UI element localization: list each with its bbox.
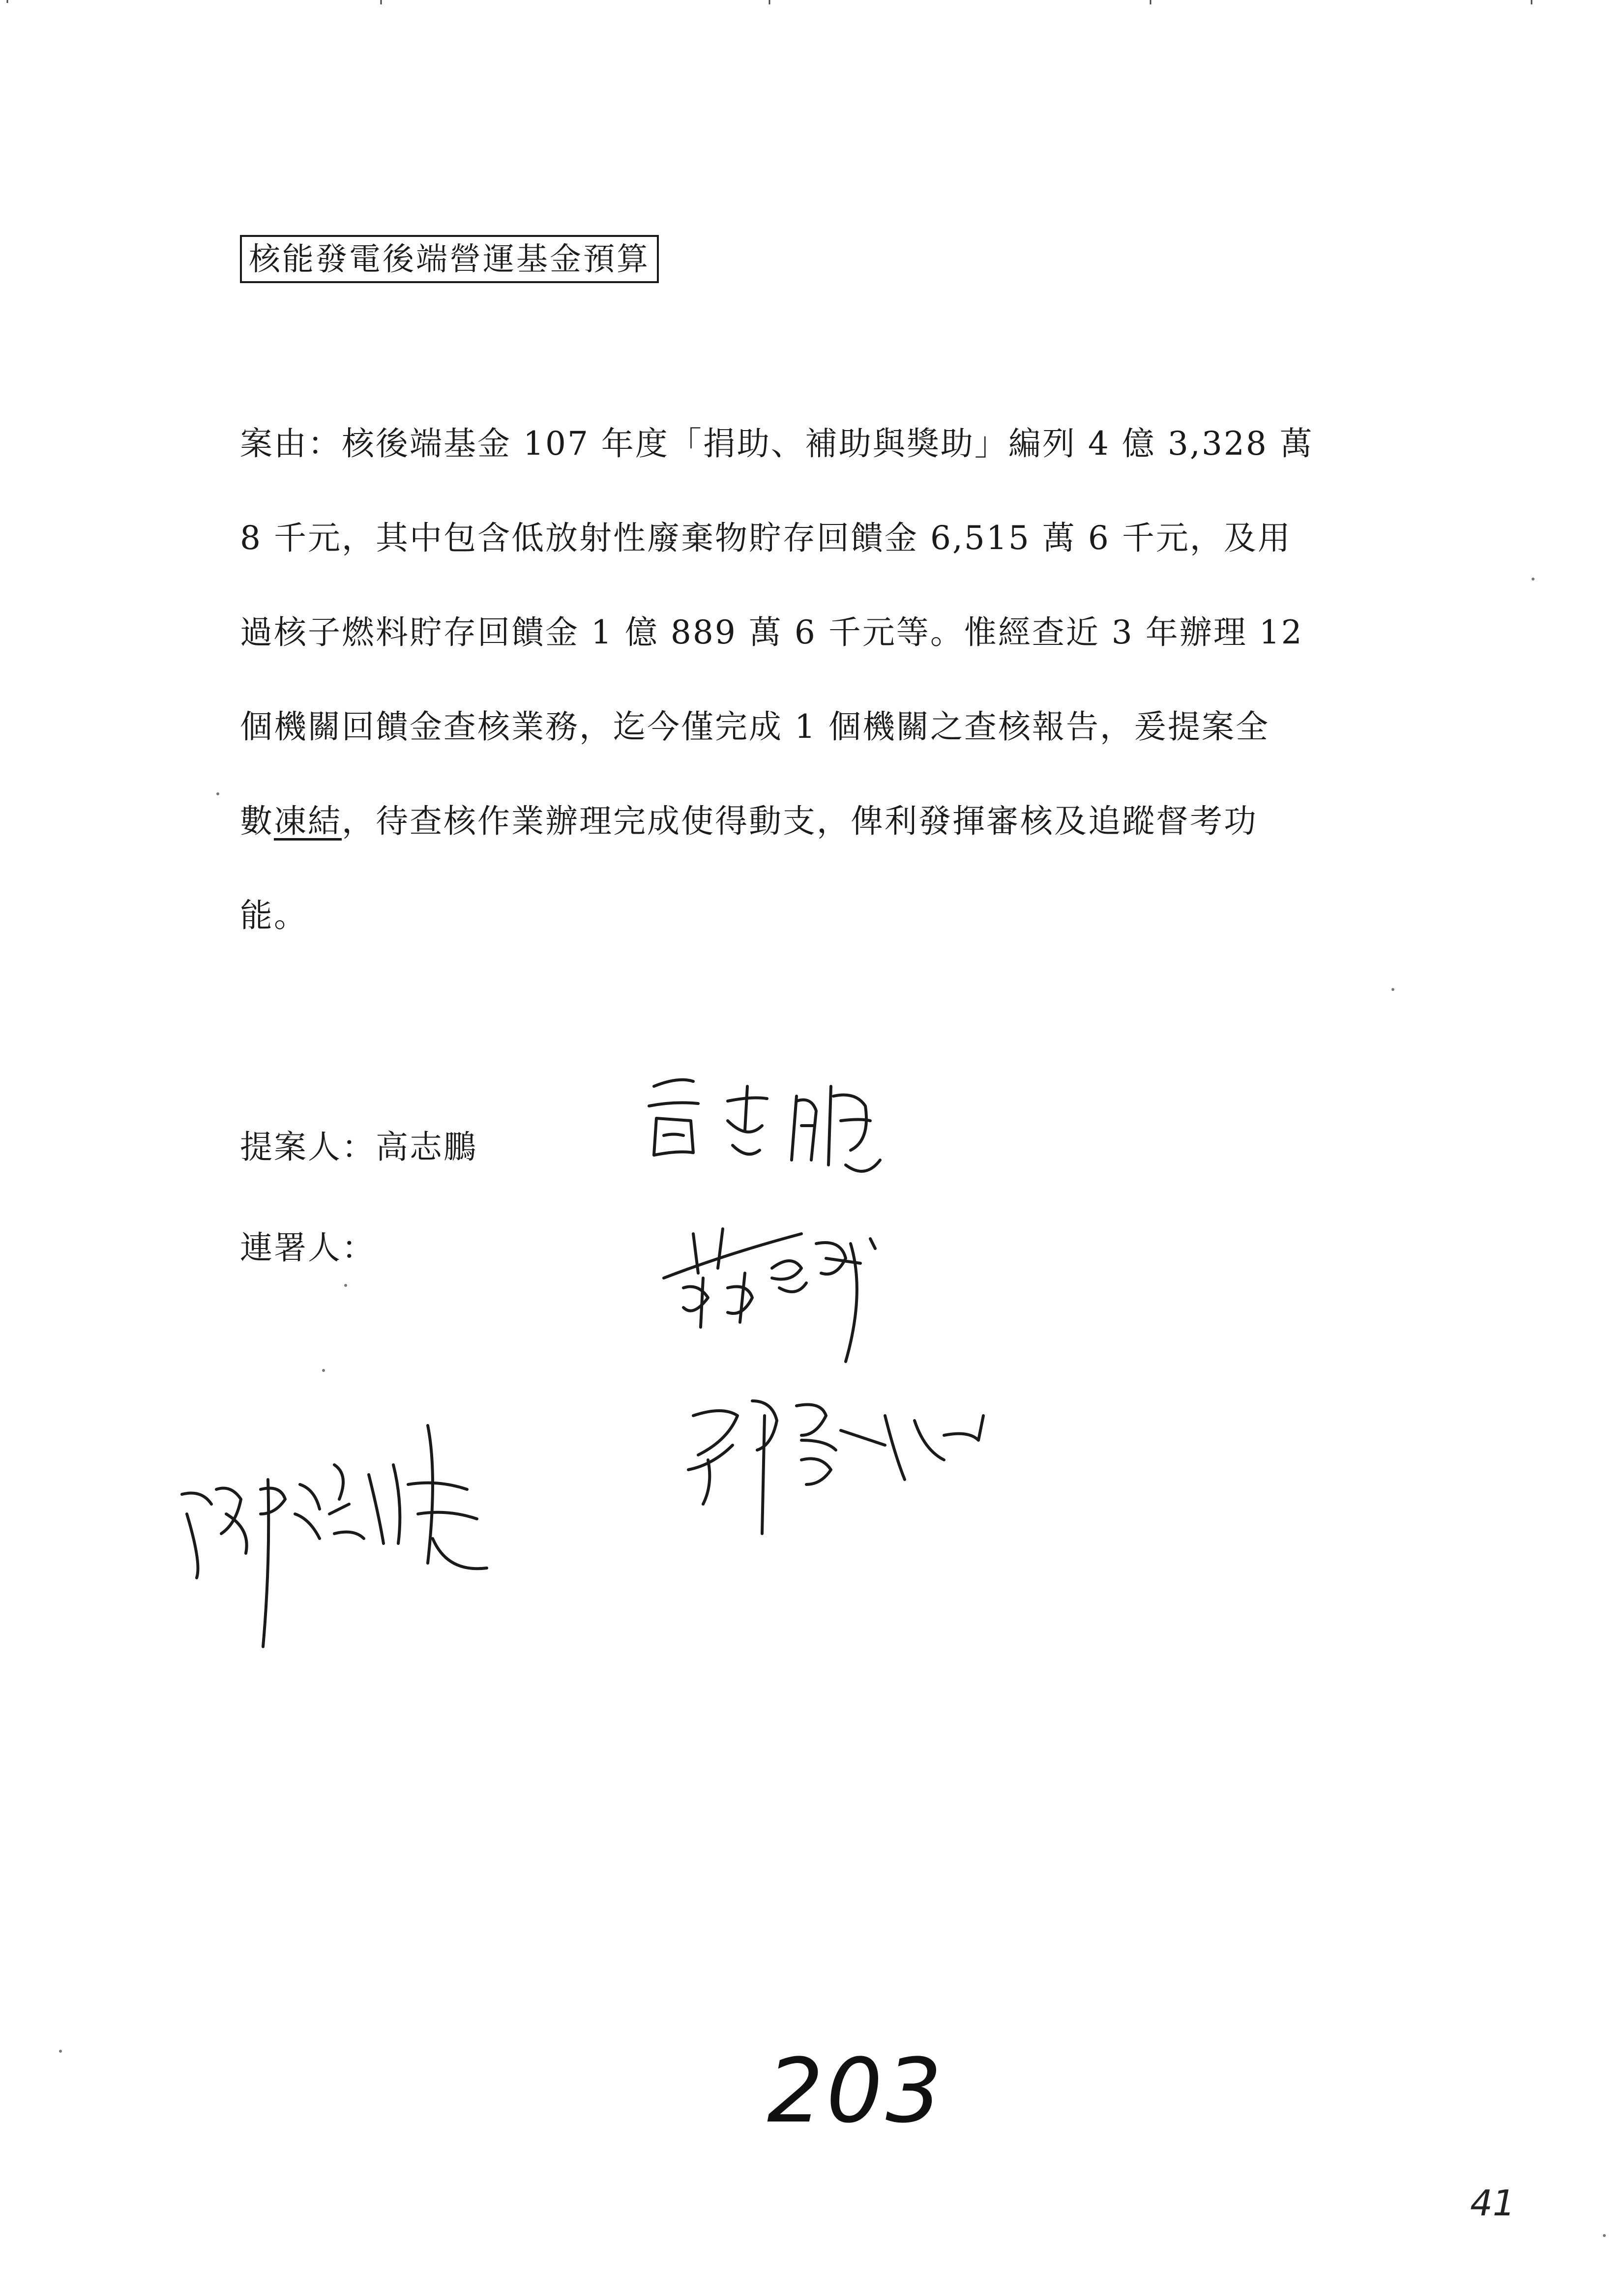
- cosigner-label: 連署人：: [240, 1229, 376, 1267]
- scan-speck: [1532, 578, 1535, 581]
- underlined-freeze-word: 凍結: [274, 802, 342, 840]
- scan-speck: [59, 2050, 62, 2053]
- signature-cosigner-1: [654, 1214, 900, 1391]
- signature-proposer: [634, 1067, 890, 1194]
- body-line-5-suffix: ，待查核作業辦理完成使得動支，俾利發揮審核及追蹤督考功: [342, 802, 1258, 840]
- scan-edge-marks: [0, 0, 1624, 20]
- scan-speck: [1603, 2234, 1606, 2237]
- scan-speck: [344, 1284, 347, 1287]
- scan-speck: [216, 792, 219, 795]
- sheet-number: 41: [1470, 2182, 1515, 2224]
- signature-cosigner-2: [679, 1386, 1003, 1543]
- body-line-3: 過核子燃料貯存回饋金 1 億 889 萬 6 千元等。惟經查近 3 年辦理 12: [240, 613, 1303, 651]
- body-line-1: 案由：核後端基金 107 年度「捐助、補助與獎助」編列 4 億 3,328 萬: [240, 425, 1314, 463]
- motion-body: [240, 420, 1390, 987]
- body-line-6: 能。: [240, 897, 308, 934]
- signature-cosigner-3: [172, 1416, 516, 1661]
- scan-speck: [1391, 988, 1394, 991]
- scan-speck: [322, 1369, 325, 1372]
- body-line-5: [240, 798, 1390, 845]
- proposer-label: 提案人：高志鵬: [240, 1128, 477, 1166]
- body-line-4: 個機關回饋金查核業務，迄今僅完成 1 個機關之查核報告，爰提案全: [240, 708, 1270, 746]
- page-number: 203: [767, 2040, 945, 2143]
- body-line-2: 8 千元，其中包含低放射性廢棄物貯存回饋金 6,515 萬 6 千元，及用: [240, 519, 1292, 557]
- body-line-5-prefix: 數: [240, 802, 274, 840]
- document-title: 核能發電後端營運基金預算: [240, 235, 659, 283]
